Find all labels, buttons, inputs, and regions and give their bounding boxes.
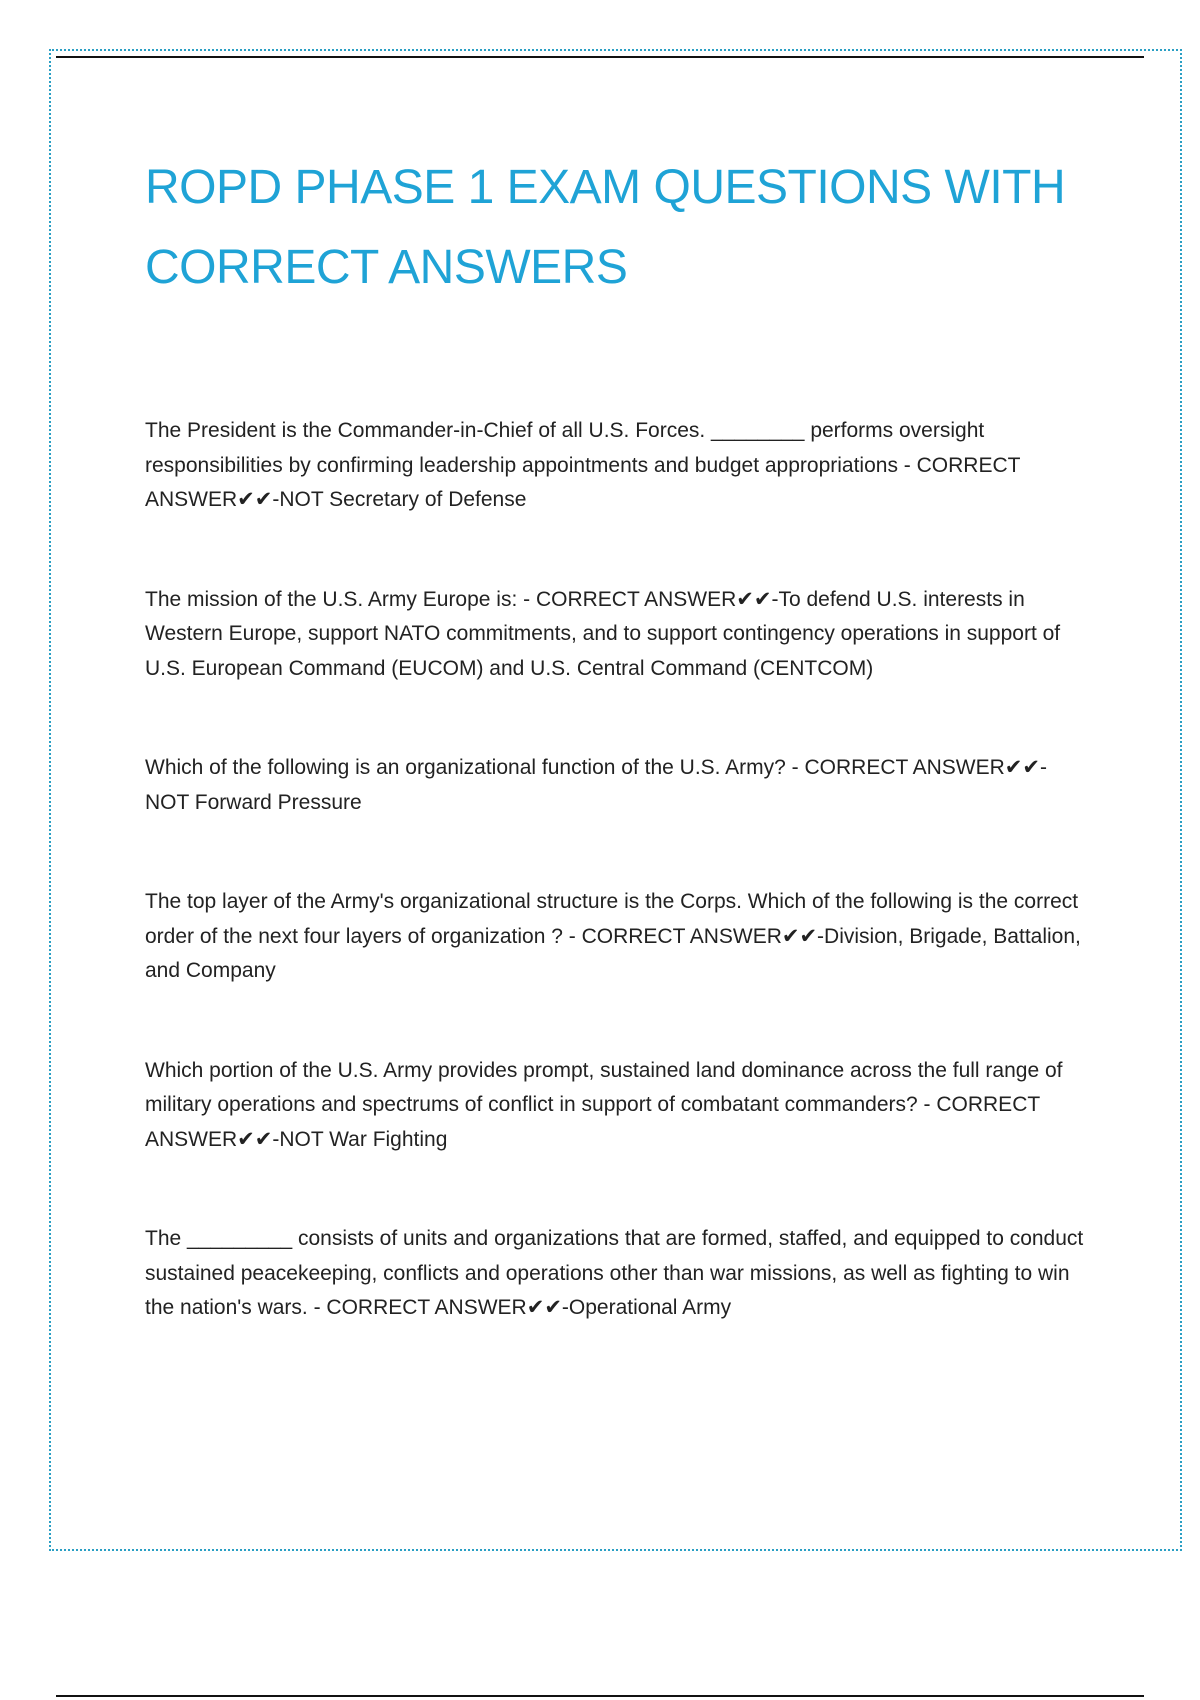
bottom-divider [56, 1695, 1144, 1697]
top-divider [56, 56, 1144, 58]
document-title: ROPD PHASE 1 EXAM QUESTIONS WITH CORRECT ANSWERS [145, 161, 1066, 294]
qa-item: The _________ consists of units and organizations that are formed, staffed, and equipped to conduct sustained peacekeeping, conflicts and operations other than war missions, as well as fighting to win the nation's wars. - CORRECT ANSWER✔✔-Operational Army [145, 1227, 1084, 1319]
qa-item: The top layer of the Army's organizational structure is the Corps. Which of the following is the correct order of the next four layers of organization ? - CORRECT ANSWER✔✔-Division, Brigade, Battalion, and Company [145, 890, 1081, 982]
qa-list [145, 414, 1090, 1391]
qa-item: The President is the Commander-in-Chief of all U.S. Forces. ________ performs oversight responsibilities by confirming leadership appointments and budget appropriations - CORRECT ANSWER✔✔-NOT Secretary of Defense [145, 419, 1021, 511]
qa-item: Which portion of the U.S. Army provides prompt, sustained land dominance across the full range of military operations and spectrums of conflict in support of combatant commanders? - CORRECT ANSWER✔✔-NOT War Fighting [145, 1058, 1063, 1151]
qa-item: Which of the following is an organizational function of the U.S. Army? - CORRECT ANSWER✔✔-NOT Forward Pressure [145, 756, 1047, 814]
qa-item: The mission of the U.S. Army Europe is: - CORRECT ANSWER✔✔-To defend U.S. interests in Western Europe, support NATO commitments, and to support contingency operations in support of U.S. European Command (EUCOM) and U.S. Central Command (CENTCOM) [145, 587, 1061, 680]
